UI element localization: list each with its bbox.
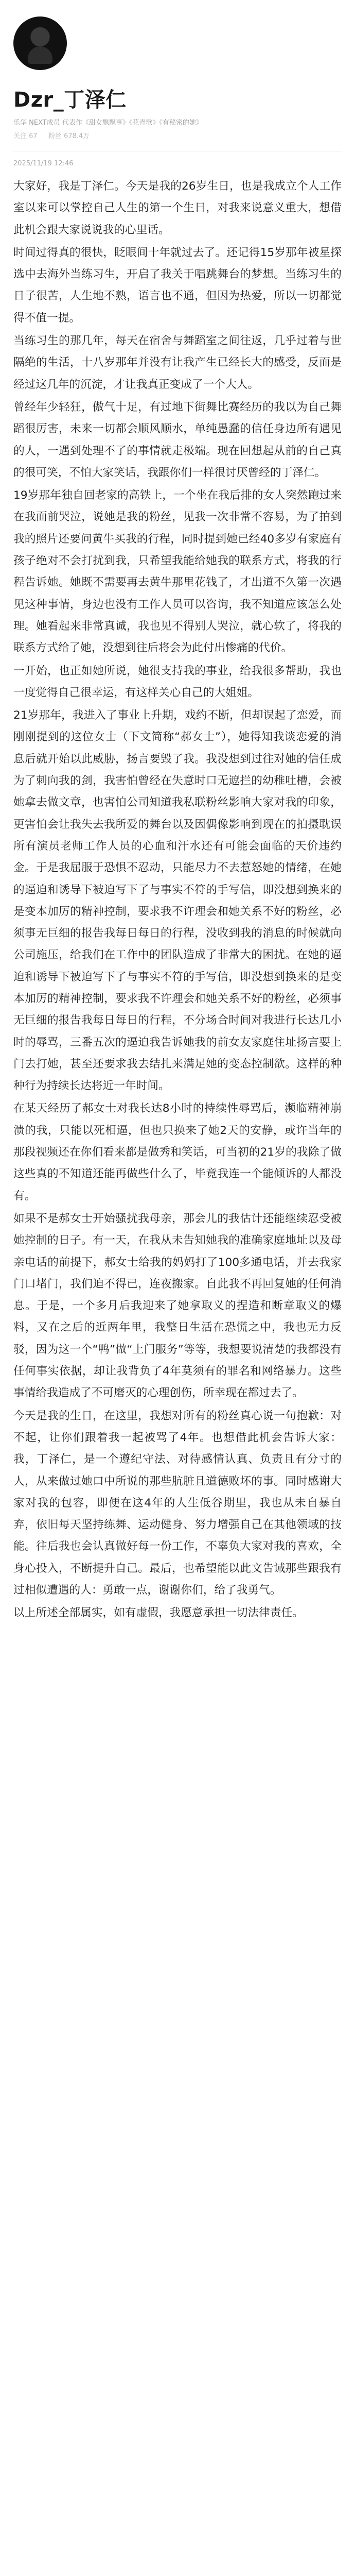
post-paragraph: 曾经年少轻狂，傲气十足，有过地下街舞比赛经历的我以为自己舞蹈很厉害，未来一切都会顺风顺水，单纯愚蠢的信任身边所有遇见的人，一遇到处理不了的事情就走极端。现在回想起从前的自己真的很可笑，不怕大家笑话，我跟你们一样很讨厌曾经的丁泽仁。	[13, 400, 342, 479]
post-paragraph: 一开始，也正如她所说，她很支持我的事业，给我很多帮助，我也一度觉得自己很幸运，有这样关心自己的大姐姐。	[13, 664, 342, 699]
post-paragraph: 大家好，我是丁泽仁。今天是我的26岁生日，也是我成立个人工作室以来可以掌控自己人生的第一个生日，对我来说意义重大，想借此机会跟大家说说我的心里话。	[13, 180, 342, 236]
profile-header	[13, 14, 342, 72]
profile-name[interactable]: Dzr_丁泽仁	[13, 88, 127, 112]
post-paragraph: 今天是我的生日，在这里，我想对所有的粉丝真心说一句抱歉：对不起，让你们跟着我一起被骂了4年。也想借此机会告诉大家：我，丁泽仁，是一个遵纪守法、对待感情认真、负责且有分寸的人，从来做过她口中所说的那些肮脏且道德败坏的事。同时感谢大家对我的包容，即便在这4年的人生低谷期里，我也从未自暴自弃，依旧每天坚持练舞、运动健身、努力增强自己在其他领域的技能。往后我也会认真做好每一份工作，不辜负大家对我的喜欢，全身心投入，不断提升自己。最后，也希望能以此文告诫那些跟我有过相似遭遇的人：勇敢一点，谢谢你们，给了我勇气。	[13, 1409, 342, 1597]
post-paragraph: 以上所述全部属实，如有虚假，我愿意承担一切法律责任。	[13, 1606, 304, 1620]
post-body	[13, 176, 342, 1624]
post-paragraph: 时间过得真的很快，眨眼间十年就过去了。还记得15岁那年被星探选中去海外当练习生，开启了我关于唱跳舞台的梦想。当练习生的日子很苦，人生地不熟，语言也不通，但因为热爱，所以一切都觉得不值一提。	[13, 246, 342, 325]
profile-stats: 关注 67 ｜ 粉丝 678.4万	[13, 132, 90, 140]
profile-description: 乐华 NEXT成员 代表作《甜女飘飘事》《花青歌》《有秘密的她》	[13, 119, 203, 127]
post-timestamp: 2025/11/19 12:46	[13, 160, 74, 167]
post-paragraph: 在某天经历了郝女士对我长达8小时的持续性辱骂后，濒临精神崩溃的我，只能以死相逼，但也只换来了她2天的安静，或许当年的那段视频还在你们看来都是做秀和笑话，可当初的21岁的我除了做这些真的不知道还能再做些什么了，毕竟我连一个能倾诉的人都没有。	[13, 1102, 342, 1202]
post-paragraph: 21岁那年，我进入了事业上升期，戏约不断，但却误起了恋爱，而刚刚提到的这位女士（下文简称“郝女士”），她得知我谈恋爱的消息后就开始以此威胁，扬言要毁了我。我没想到过往对她的信任成为了刺向我的剑，我害怕曾经在失意时口无遮拦的幼稚吐槽，会被她拿去做文章，也害怕公司知道我私联粉丝影响大家对我的印象，更害怕会让我失去我所爱的舞台以及因偶像影响到现在的拍摄耽误所有演员老师工作人员的心血和汗水还有可能会面临的天价违约金。于是我屈服于恐惧不忍动，只能尽力不去惹怒她的情绪，在她的逼迫和诱导下被迫写下了与事实不符的手写信，即没想到换来的是变本加厉的精神控制，要求我不许理会和她关系不好的粉丝，必须事无巨细的报告我每日每日的行程，没收到我的消息的时候就向公司施压，给我们在工作中的团队造成了非常大的困扰。在她的逼迫和诱导下被迫写下了与事实不符的手写信，即没想到换来的是变本加厉的精神控制，要求我不许理会和她关系不好的粉丝，必须事无巨细的报告我每日每日的行程，不分场合时间对我进行长达几小时的辱骂，三番五次的逼迫我告诉她我的前女友家庭住址扬言要上门去打她，甚至还要求我去结扎来满足她的变态控制欲。这样的种种行为持续长达将近一年时间。	[13, 709, 342, 1093]
post-paragraph: 如果不是郝女士开始骚扰我母亲，那会儿的我估计还能继续忍受被她控制的日子。有一天，在我从未告知她我的准确家庭地址以及母亲电话的前提下，郝女士给我的妈妈打了100多通电话，并去我家门口堵门，我们迫不得已，连夜搬家。自此我不再回复她的任何消息。于是，一个多月后我迎来了她拿取义的捏造和断章取义的爆料，又在之后的近两年里，我整日生活在恐慌之中，我也无力反驳，因为这一个“鸭”做“上门服务”等等，我想要说清楚的我都没有任何事实依据，却让我背负了4年莫须有的罪名和网络暴力。这些事情给我造成了不可磨灭的心理创伤，所幸现在都过去了。	[13, 1212, 342, 1400]
post-paragraph: 19岁那年独自回老家的高铁上，一个坐在我后排的女人突然跑过来在我面前哭泣，说她是我的粉丝，见我一次非常不容易，为了拍到我的照片还要问黄牛买我的行程，同时提到她已经40多岁有家庭有孩子绝对不会打扰到我，只希望我能给她我的联系方式，将我的行程告诉她。她既不需要再去黄牛那里花钱了，才出道不久第一次遇见这种事情，身边也没有工作人员可以咨询，我不知道应该怎么处理。她看起来非常真诚，我也见不得别人哭泣，就心软了，将我的联系方式给了她，没想到往后将会为此付出惨痛的代价。	[13, 489, 342, 655]
avatar[interactable]	[13, 16, 67, 70]
post-paragraph: 当练习生的那几年，每天在宿舍与舞蹈室之间往返，几乎过着与世隔绝的生活，十八岁那年并没有让我产生已经长大的感受，反而是经过这几年的沉淀，才让我真正变成了一个大人。	[13, 334, 342, 391]
